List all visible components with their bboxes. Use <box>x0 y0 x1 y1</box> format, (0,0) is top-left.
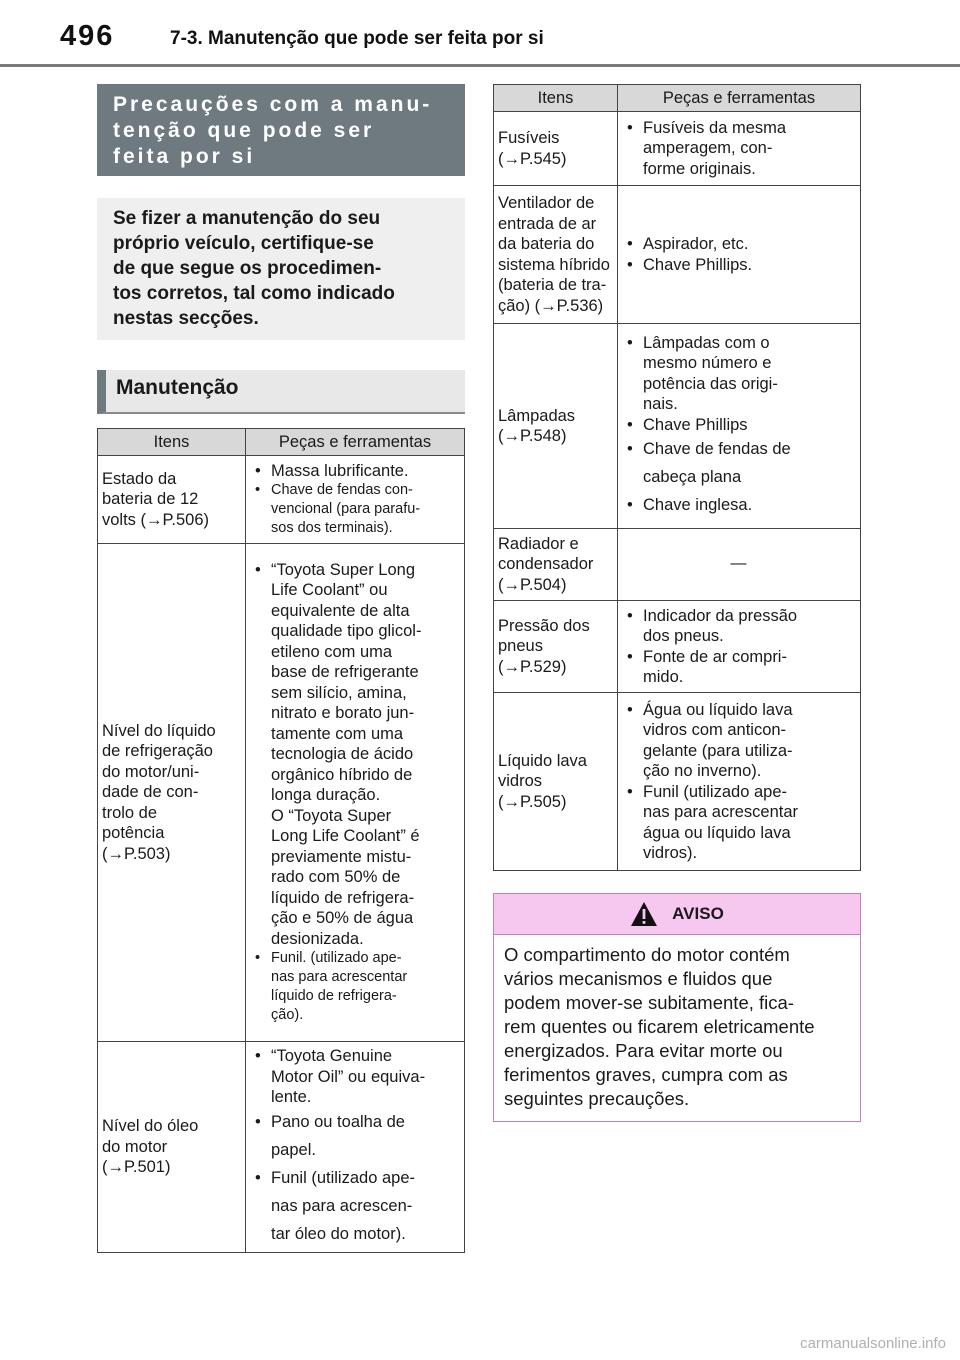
item-cell <box>98 1042 246 1253</box>
tool-line: Funil. (utilizado ape- <box>271 950 402 967</box>
warning-line: seguintes precauções. <box>504 1088 690 1109</box>
warning-triangle-icon <box>630 901 658 927</box>
tool-list-item <box>249 949 460 1025</box>
item-line: Ventilador de <box>498 194 595 212</box>
item-line: entrada de ar <box>498 214 597 233</box>
tool-line: líquido de refrigera- <box>271 988 397 1005</box>
item-cell <box>494 324 618 529</box>
tool-line: Chave Phillips. <box>643 255 753 274</box>
warning-body <box>494 935 860 1121</box>
tool-line: Aspirador, etc. <box>643 235 749 253</box>
tool-line: sos dos terminais). <box>271 520 393 537</box>
tool-list-item <box>621 234 856 255</box>
tool-line: Chave Phillips <box>643 415 748 434</box>
item-line: volts (→P.506) <box>102 510 209 529</box>
tool-line: nas para acrescentar <box>643 803 799 821</box>
tools-cell <box>618 529 861 601</box>
tool-list-item <box>621 491 856 519</box>
item-cell <box>494 601 618 693</box>
tool-line: tamente com uma <box>271 724 404 743</box>
warning-header <box>494 894 860 935</box>
right-column <box>493 84 861 1122</box>
warning-line: energizados. Para evitar morte ou <box>504 1040 783 1061</box>
item-cell <box>494 112 618 186</box>
item-cell <box>494 186 618 324</box>
tool-line: dos pneus. <box>643 627 724 645</box>
tool-line: Long Life Coolant” é <box>271 827 420 846</box>
tool-line: potência das origi- <box>643 374 778 393</box>
section-title-line: feita por si <box>113 145 256 168</box>
tool-line: rado com 50% de <box>271 868 401 887</box>
intro-line: de que segue os procedimen- <box>113 258 382 279</box>
tool-list-item <box>621 606 856 647</box>
item-line: Nível do óleo <box>102 1117 199 1135</box>
chapter-title: 7-3. Manutenção que pode ser feita por si <box>170 28 544 49</box>
item-line: bateria de 12 <box>102 490 199 509</box>
table-header-row <box>494 85 861 112</box>
tool-line: nas para acrescen- <box>271 1196 413 1215</box>
intro-line: tos corretos, tal como indicado <box>113 283 395 304</box>
watermark: carmanualsonline.info <box>800 1335 946 1352</box>
item-line: (→P.505) <box>498 792 567 811</box>
tool-line: ção no inverno). <box>643 762 762 780</box>
item-line: dade de con- <box>102 783 199 802</box>
intro-line: Se fizer a manutenção do seu <box>113 208 381 229</box>
header-items: Itens <box>494 85 618 112</box>
tool-line: forme originais. <box>643 159 756 178</box>
item-line: condensador <box>498 555 594 574</box>
warning-line: O compartimento do motor contém <box>504 944 790 965</box>
tool-line: desionizada. <box>271 929 364 948</box>
tool-list-item <box>249 461 460 482</box>
intro-line: próprio veículo, certifique-se <box>113 233 374 254</box>
intro-text <box>97 198 465 340</box>
tools-list <box>621 234 856 275</box>
tool-line: Fusíveis da mesma <box>643 118 787 137</box>
tool-line: nas para acrescentar <box>271 969 408 986</box>
table-row <box>494 324 861 529</box>
header-divider <box>0 64 960 67</box>
item-line: Fusíveis <box>498 129 560 147</box>
tools-cell <box>618 112 861 186</box>
tool-line: líquido de refrigera- <box>271 888 415 907</box>
tool-line: Chave de fendas con- <box>271 482 413 499</box>
tools-list <box>621 606 856 688</box>
item-line: ção) (→P.536) <box>498 296 604 315</box>
tools-list <box>249 1046 460 1248</box>
tools-cell <box>246 456 465 544</box>
item-line: vidros <box>498 772 543 791</box>
tools-list <box>621 333 856 520</box>
item-line: Líquido lava <box>498 751 587 770</box>
tool-line: tar óleo do motor). <box>271 1224 406 1243</box>
tools-cell <box>246 1042 465 1253</box>
tool-line: longa duração. <box>271 786 381 805</box>
tools-cell <box>618 693 861 871</box>
item-cell <box>494 529 618 601</box>
header-items: Itens <box>98 429 246 456</box>
page-number: 496 <box>60 20 115 52</box>
item-line: Lâmpadas <box>498 406 576 425</box>
item-line: Estado da <box>102 469 177 488</box>
table-header-row <box>98 429 465 456</box>
item-line: sistema híbrido <box>498 255 610 274</box>
maintenance-table-right <box>493 84 861 871</box>
tools-list <box>249 560 460 1026</box>
tool-line: amperagem, con- <box>643 139 773 158</box>
tool-line: Funil (utilizado ape- <box>271 1168 415 1187</box>
item-line: (→P.529) <box>498 657 567 676</box>
tools-cell <box>246 544 465 1042</box>
item-line: Nível do líquido <box>102 721 216 740</box>
tool-line: papel. <box>271 1140 316 1159</box>
left-column <box>97 84 465 1253</box>
table-row <box>494 529 861 601</box>
tools-list <box>621 118 856 180</box>
tool-list-item <box>621 700 856 782</box>
item-line: do motor <box>102 1137 168 1156</box>
tool-list-item <box>249 560 460 950</box>
tool-line: nitrato e borato jun- <box>271 704 415 723</box>
tool-line: Lâmpadas com o <box>643 333 770 352</box>
warning-line: vários mecanismos e fluidos que <box>504 968 773 989</box>
tool-line: água ou líquido lava <box>643 823 791 842</box>
tool-line: nais. <box>643 395 678 414</box>
maintenance-table-left <box>97 428 465 1253</box>
item-line: (bateria de tra- <box>498 276 607 294</box>
table-row <box>98 544 465 1042</box>
tool-line: qualidade tipo glicol- <box>271 622 422 641</box>
tool-line: base de refrigerante <box>271 663 419 682</box>
tool-list-item <box>621 118 856 180</box>
table-row <box>494 601 861 693</box>
tool-line: cabeça plana <box>643 468 742 487</box>
table-row <box>98 456 465 544</box>
tool-line: Chave de fendas de <box>643 440 791 459</box>
item-line: Pressão dos <box>498 616 590 635</box>
warning-line: ferimentos graves, cumpra com as <box>504 1064 788 1085</box>
tool-line: mesmo número e <box>643 354 772 373</box>
item-line: Radiador e <box>498 534 579 553</box>
item-line: trolo de <box>102 803 158 822</box>
section-title-line: tenção que pode ser <box>113 119 375 142</box>
tool-list-item <box>621 647 856 688</box>
tool-line: sem silício, amina, <box>271 683 407 702</box>
item-line: (→P.545) <box>498 149 567 168</box>
tools-list <box>249 461 460 539</box>
item-line: do motor/uni- <box>102 762 200 781</box>
tool-line: equivalente de alta <box>271 601 410 620</box>
section-title <box>97 84 465 176</box>
empty-dash: — <box>730 555 747 573</box>
tool-line: vencional (para parafu- <box>271 501 421 518</box>
warning-line: rem quentes ou ficarem eletricamente <box>504 1016 815 1037</box>
tool-line: Massa lubrificante. <box>271 461 409 480</box>
tool-list-item <box>621 333 856 415</box>
warning-box <box>493 893 861 1122</box>
header-tools: Peças e ferramentas <box>618 85 861 112</box>
subsection-heading: Manutenção <box>97 370 465 414</box>
header-tools: Peças e ferramentas <box>246 429 465 456</box>
item-line: (→P.501) <box>102 1158 171 1176</box>
tool-line: Chave inglesa. <box>643 496 753 515</box>
tool-line: vidros). <box>643 844 698 862</box>
item-cell <box>494 693 618 871</box>
tool-line: ção). <box>271 1007 304 1024</box>
item-line: (→P.504) <box>498 575 567 594</box>
tools-cell <box>618 601 861 693</box>
item-line: potência <box>102 824 165 843</box>
tool-line: mido. <box>643 668 684 686</box>
tools-list <box>621 700 856 864</box>
tool-line: gelante (para utiliza- <box>643 741 793 760</box>
tool-list-item <box>621 415 856 436</box>
tool-list-item <box>249 481 460 538</box>
table-row <box>494 693 861 871</box>
item-line: de refrigeração <box>102 742 213 761</box>
tool-line: lente. <box>271 1088 312 1106</box>
item-line: (→P.548) <box>498 427 567 445</box>
table-row <box>494 186 861 324</box>
item-line: da bateria do <box>498 235 595 253</box>
tool-line: previamente mistu- <box>271 847 412 866</box>
tool-line: Funil (utilizado ape- <box>643 782 787 801</box>
tool-line: O “Toyota Super <box>271 806 392 825</box>
tool-line: Água ou líquido lava <box>643 700 793 719</box>
warning-line: podem mover-se subitamente, fica- <box>504 992 794 1013</box>
tool-list-item <box>621 255 856 276</box>
warning-label: AVISO <box>672 904 724 923</box>
tool-line: vidros com anticon- <box>643 721 787 739</box>
tool-line: “Toyota Super Long <box>271 560 416 579</box>
tool-list-item <box>249 1164 460 1248</box>
tool-line: etileno com uma <box>271 642 393 661</box>
tool-list-item <box>249 1108 460 1164</box>
tool-line: Indicador da pressão <box>643 606 798 625</box>
tool-line: tecnologia de ácido <box>271 745 414 764</box>
tool-line: ção e 50% de água <box>271 909 414 928</box>
tool-list-item <box>621 782 856 864</box>
tools-cell <box>618 186 861 324</box>
item-line: pneus <box>498 637 543 656</box>
tool-list-item <box>621 435 856 491</box>
tool-line: Life Coolant” ou <box>271 581 388 600</box>
section-title-line: Precauções com a manu- <box>113 93 433 116</box>
tools-cell <box>618 324 861 529</box>
item-line: (→P.503) <box>102 844 171 863</box>
tool-list-item <box>249 1046 460 1108</box>
table-row <box>494 112 861 186</box>
item-cell <box>98 456 246 544</box>
tool-line: Pano ou toalha de <box>271 1112 405 1131</box>
item-cell <box>98 544 246 1042</box>
tool-line: “Toyota Genuine <box>271 1047 393 1065</box>
tool-line: Motor Oil” ou equiva- <box>271 1067 426 1086</box>
tool-line: Fonte de ar compri- <box>643 647 787 666</box>
table-row <box>98 1042 465 1253</box>
intro-line: nestas secções. <box>113 308 259 329</box>
tool-line: orgânico híbrido de <box>271 765 413 784</box>
